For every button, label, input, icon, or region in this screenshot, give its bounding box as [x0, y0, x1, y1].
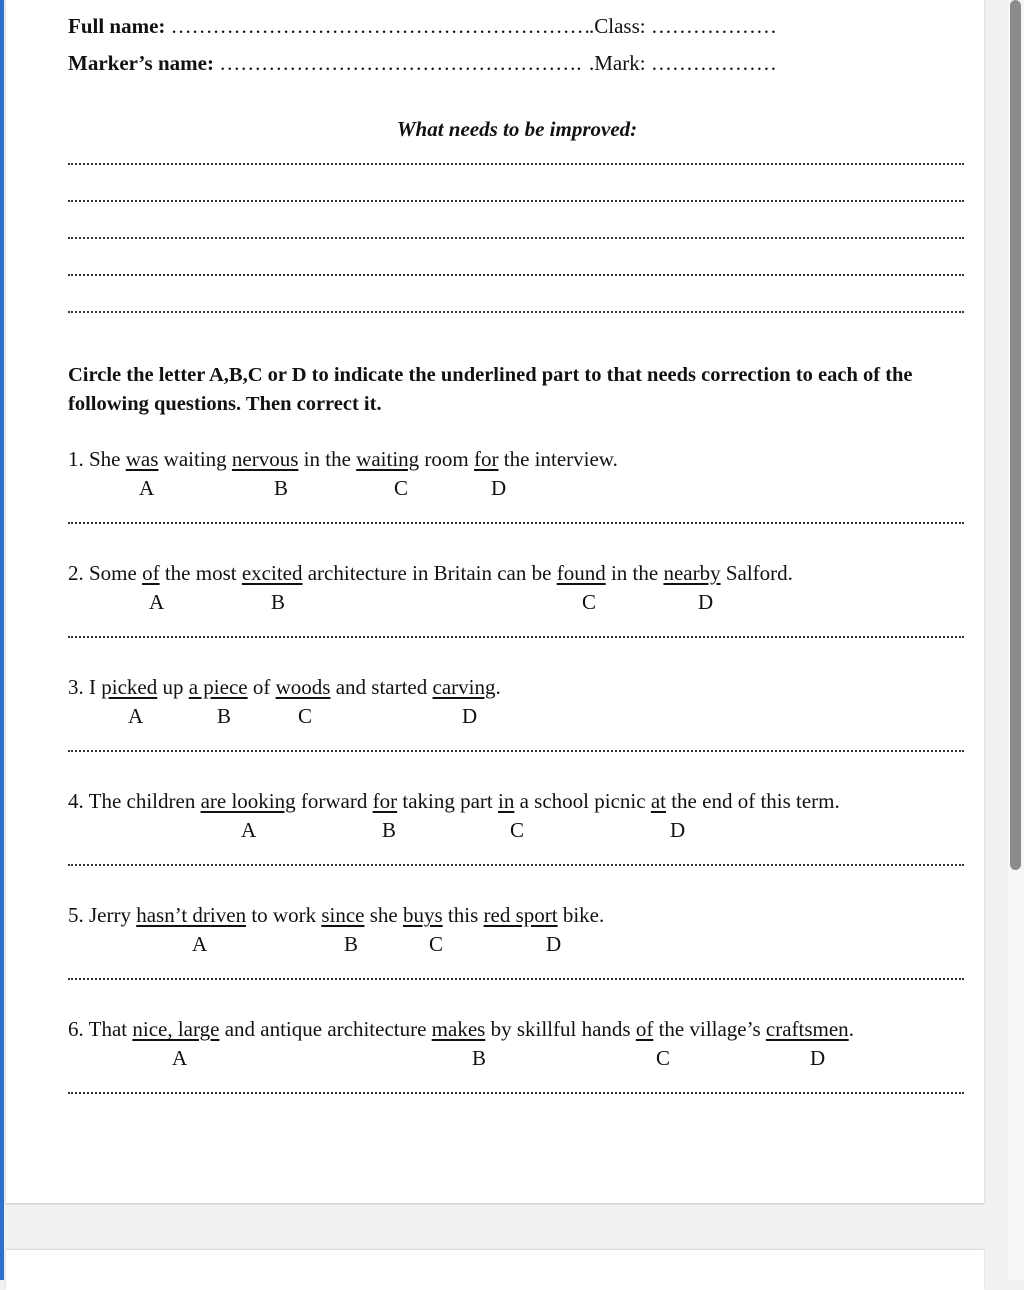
- question-1: 1. She was waiting nervous in the waiting room for the interview.: [68, 447, 618, 471]
- answer-line[interactable]: [68, 1092, 964, 1094]
- mark-field[interactable]: [589, 51, 777, 76]
- letter-b[interactable]: B: [382, 818, 397, 842]
- letter-a[interactable]: A: [192, 932, 208, 956]
- window-left-edge: [0, 0, 4, 1280]
- question-3: 3. I picked up a piece of woods and started carving.: [68, 675, 501, 699]
- letter-b[interactable]: B: [274, 476, 289, 500]
- question-6: 6. That nice, large and antique architecture makes by skillful hands of the village’s craftsmen.: [68, 1017, 854, 1041]
- marker-blank: …………………………………………….: [219, 51, 582, 75]
- improvement-line[interactable]: [68, 237, 964, 239]
- option-d-part: carving: [432, 675, 496, 699]
- option-a-part: nice, large: [132, 1017, 220, 1041]
- option-c-part: waiting: [356, 447, 420, 471]
- marker-label: Marker’s name:: [68, 51, 214, 75]
- letter-d[interactable]: D: [810, 1046, 826, 1070]
- option-c-part: buys: [402, 903, 443, 927]
- question-2: 2. Some of the most excited architecture in Britain can be found in the nearby Salford.: [68, 561, 793, 585]
- letter-d[interactable]: D: [462, 704, 478, 728]
- mark-blank: ………………: [650, 51, 777, 75]
- letter-b[interactable]: B: [344, 932, 359, 956]
- next-page: [6, 1250, 984, 1290]
- fullname-blank: ……………………………………………………: [170, 14, 591, 38]
- letter-c[interactable]: C: [510, 818, 525, 842]
- option-b-part: nervous: [231, 447, 299, 471]
- letter-a[interactable]: A: [172, 1046, 188, 1070]
- scrollbar-track[interactable]: [1008, 0, 1024, 1280]
- mark-label: .Mark:: [589, 51, 646, 75]
- option-a-part: are looking: [200, 789, 296, 813]
- letter-b[interactable]: B: [472, 1046, 487, 1070]
- option-c-part: found: [556, 561, 606, 585]
- option-c-part: of: [635, 1017, 654, 1041]
- letter-a[interactable]: A: [241, 818, 257, 842]
- letter-b[interactable]: B: [217, 704, 232, 728]
- answer-line[interactable]: [68, 522, 964, 524]
- option-c-part: woods: [275, 675, 331, 699]
- fullname-label: Full name:: [68, 14, 166, 38]
- option-b-part: excited: [241, 561, 303, 585]
- improvement-line[interactable]: [68, 274, 964, 276]
- option-d-part: craftsmen: [765, 1017, 849, 1041]
- answer-line[interactable]: [68, 978, 964, 980]
- letter-c[interactable]: C: [298, 704, 313, 728]
- option-a-part: of: [142, 561, 160, 585]
- option-a-part: was: [125, 447, 159, 471]
- letter-d[interactable]: D: [698, 590, 714, 614]
- option-b-part: for: [372, 789, 398, 813]
- letter-d[interactable]: D: [546, 932, 562, 956]
- option-b-part: makes: [431, 1017, 486, 1041]
- improvement-line[interactable]: [68, 311, 964, 313]
- letter-c[interactable]: C: [429, 932, 444, 956]
- option-a-part: hasn’t driven: [136, 903, 247, 927]
- letter-d[interactable]: D: [491, 476, 507, 500]
- letter-a[interactable]: A: [128, 704, 144, 728]
- letter-d[interactable]: D: [670, 818, 686, 842]
- letter-c[interactable]: C: [656, 1046, 671, 1070]
- class-label: .Class:: [589, 14, 646, 38]
- question-5: 5. Jerry hasn’t driven to work since she buys this red sport bike.: [68, 903, 605, 927]
- letter-a[interactable]: A: [139, 476, 155, 500]
- class-blank: ………………: [650, 14, 777, 38]
- option-d-part: red sport: [483, 903, 558, 927]
- document-page: [6, 0, 984, 1203]
- fullname-field[interactable]: [68, 14, 591, 39]
- option-d-part: at: [650, 789, 666, 813]
- improvement-line[interactable]: [68, 200, 964, 202]
- scrollbar-thumb[interactable]: [1010, 0, 1021, 870]
- letter-b[interactable]: B: [271, 590, 286, 614]
- answer-line[interactable]: [68, 864, 964, 866]
- option-a-part: picked: [101, 675, 158, 699]
- question-4: 4. The children are looking forward for taking part in a school picnic at the end of this term.: [68, 789, 840, 813]
- class-field[interactable]: [589, 14, 777, 39]
- improvement-line[interactable]: [68, 163, 964, 165]
- option-c-part: in: [498, 789, 515, 813]
- letter-c[interactable]: C: [582, 590, 597, 614]
- answer-line[interactable]: [68, 636, 964, 638]
- option-b-part: since: [321, 903, 365, 927]
- answer-line[interactable]: [68, 750, 964, 752]
- option-b-part: a piece: [188, 675, 248, 699]
- section-title: What needs to be improved:: [396, 117, 638, 141]
- letter-c[interactable]: C: [394, 476, 409, 500]
- instructions: Circle the letter A,B,C or D to indicate the underlined part to that needs correction to each of the following questions. Then correct it.: [68, 364, 913, 415]
- marker-field[interactable]: [68, 51, 581, 76]
- option-d-part: nearby: [663, 561, 721, 585]
- option-d-part: for: [474, 447, 499, 471]
- letter-a[interactable]: A: [149, 590, 165, 614]
